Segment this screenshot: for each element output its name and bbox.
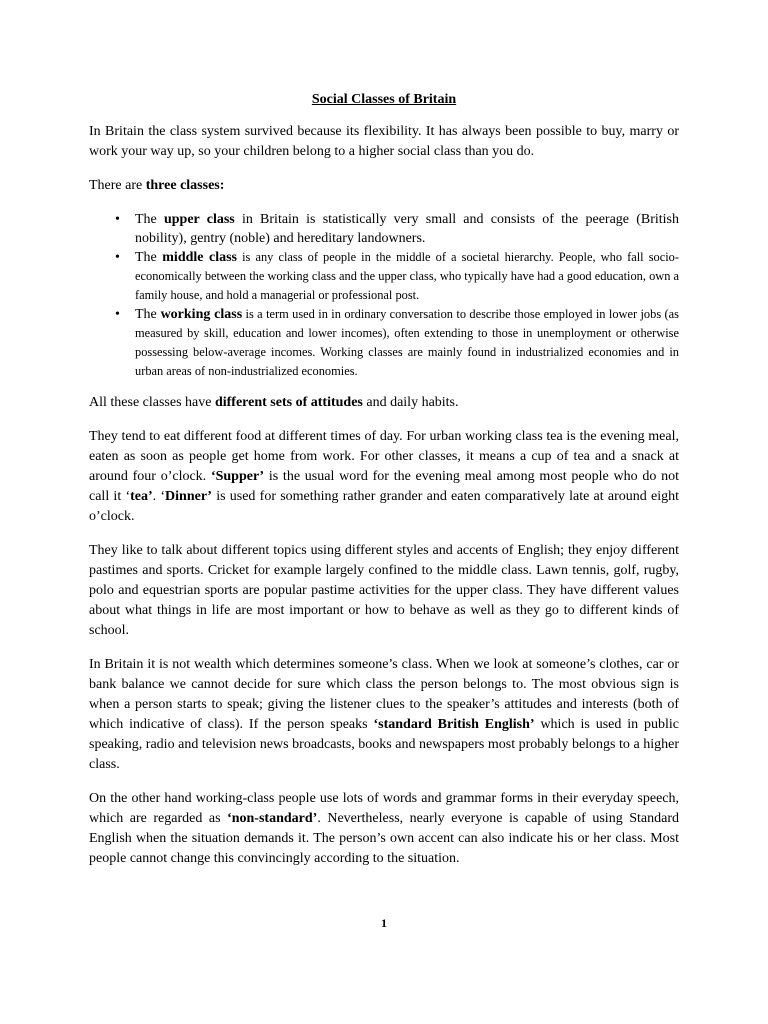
list-item-text: The	[135, 250, 163, 265]
nonstandard-term: ‘non-standard’	[227, 811, 318, 826]
three-classes-text: There are	[89, 178, 146, 193]
attitudes-bold: different sets of attitudes	[214, 395, 363, 410]
food-text: . ‘	[152, 489, 166, 504]
nonstandard-text: On the other hand working-class people use lots of words and grammar forms in their everyday speech, which are regarded as	[89, 791, 679, 826]
attitudes-paragraph	[89, 393, 679, 413]
food-text: is used for something rather grander and eaten comparatively late at around eight o’clock.	[89, 489, 679, 524]
wealth-text: which is used in public speaking, radio and television news broadcasts, books and newspapers most probably belongs to a higher class.	[89, 717, 680, 772]
list-item-text: in Britain is statistically very small and consists of the peerage (British nobility), gentry (noble) and hereditary landowners.	[135, 212, 679, 246]
list-item-text: is any class of people in the middle of a societal hierarchy. People, who fall socio-economically between the working class and the upper class, who typically have had a good education, own a family house, and hold a managerial or professional post.	[135, 250, 679, 302]
food-text: is the usual word for the evening meal among most people who do not call it ‘	[89, 469, 679, 504]
three-classes-bold: three classes:	[145, 178, 225, 193]
list-item-middle-class	[115, 248, 679, 305]
tea-term: tea’	[130, 489, 153, 504]
standard-english-term: ‘standard British English’	[373, 717, 535, 732]
list-item-text: is a term used in in ordinary conversation to describe those employed in lower jobs (as measured by skill, education and lower incomes), often extending to those in unemployment or otherwise possessing below-average incomes. Working classes are mainly found in industrialized economies and in urban areas of non-industrialized economies.	[135, 307, 679, 378]
food-text: They tend to eat different food at different times of day. For urban working class tea is the evening meal, eaten as soon as people get home from work. For other classes, it means a cup of tea and a snack at around four o’clock.	[89, 429, 679, 484]
nonstandard-text: . Nevertheless, nearly everyone is capable of using Standard English when the situation demands it. The person’s own accent can also indicate his or her class. Most people cannot change this convincingly according to the situation.	[89, 811, 679, 866]
bullet-icon: •	[115, 212, 120, 227]
attitudes-text-end: and daily habits.	[362, 395, 459, 410]
wealth-paragraph	[89, 655, 679, 775]
wealth-text: In Britain it is not wealth which determines someone’s class. When we look at someone’s clothes, car or bank balance we cannot decide for sure which class the person belongs to. The most obvious sign is when a person starts to speak; giving the listener clues to the speaker’s attitudes and interests (both of which indicative of class). If the person speaks	[89, 657, 679, 732]
class-list	[89, 210, 679, 381]
list-item-working-class	[115, 305, 679, 381]
list-item-text: The	[135, 307, 161, 322]
food-paragraph	[89, 427, 679, 527]
bullet-icon: •	[115, 307, 120, 322]
intro-paragraph: In Britain the class system survived because its flexibility. It has always been possible to buy, marry or work your way up, so your children belong to a higher social class than you do.	[89, 124, 679, 159]
attitudes-text: All these classes have	[89, 395, 215, 410]
list-item-upper-class	[115, 210, 679, 248]
list-item-term: middle class	[162, 250, 237, 265]
list-item-term: upper class	[163, 212, 235, 227]
dinner-term: Dinner’	[165, 489, 212, 504]
supper-term: ‘Supper’	[210, 469, 265, 484]
page-number: 1	[381, 916, 387, 930]
three-classes-paragraph	[89, 176, 679, 196]
talk-paragraph: They like to talk about different topics using different styles and accents of English; they enjoy different pastimes and sports. Cricket for example largely confined to the middle class. Lawn tennis, golf, rugby, polo and equestrian sports are popular pastime activities for the upper class. They have different values about what things in life are most important or how to behave as well as they go to different kinds of school.	[89, 543, 679, 638]
bullet-icon: •	[115, 250, 120, 265]
list-item-text: The	[135, 212, 164, 227]
page-title: Social Classes of Britain	[311, 92, 457, 107]
list-item-term: working class	[160, 307, 243, 322]
nonstandard-paragraph	[89, 789, 679, 869]
